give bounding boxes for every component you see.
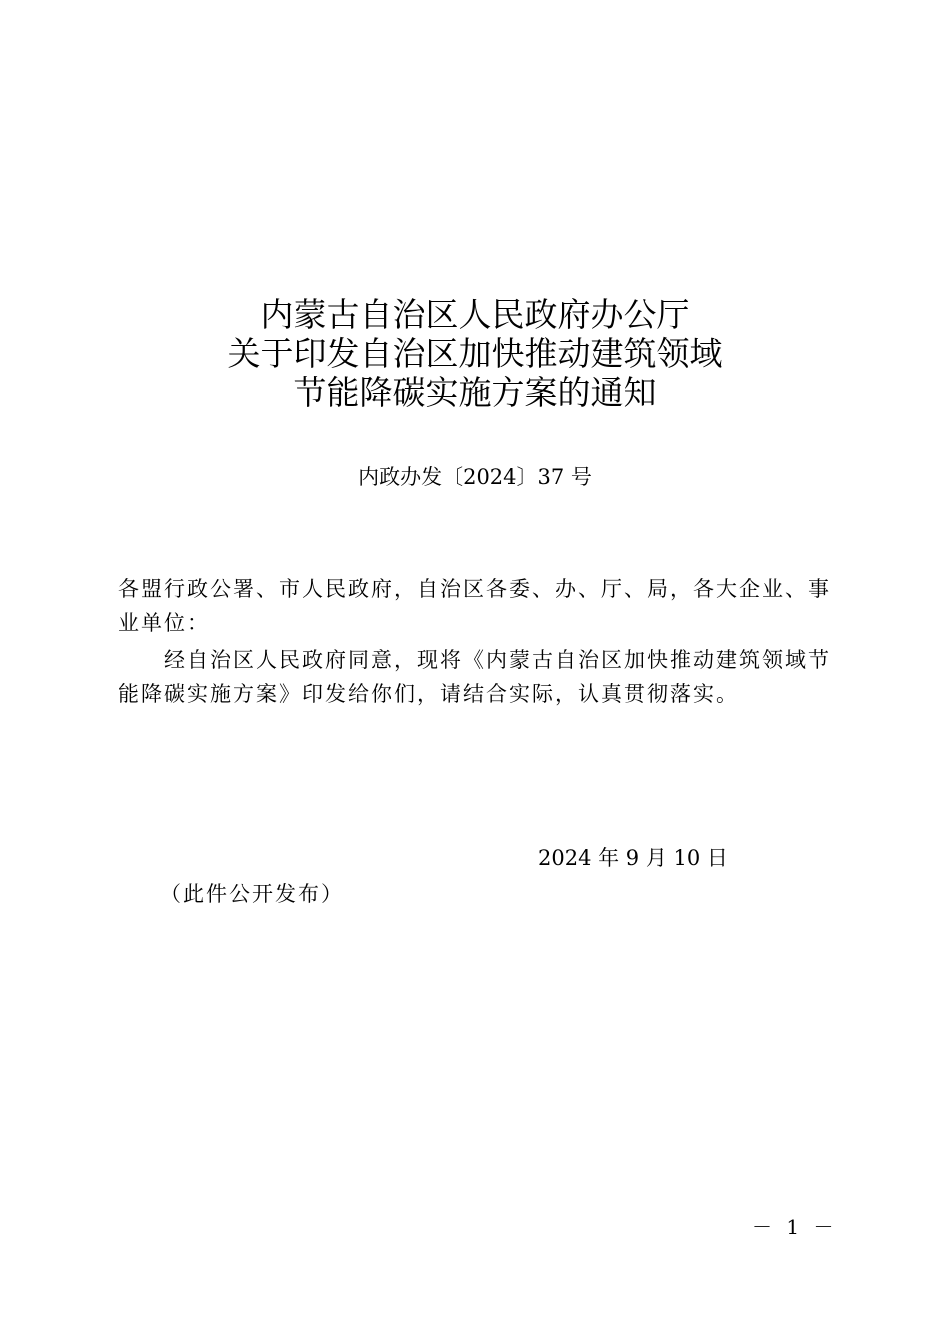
recipients-text: 各盟行政公署、市人民政府，自治区各委、办、厅、局，各大企业、事业单位： [118,577,831,635]
publication-note: （此件公开发布） [160,882,344,906]
page-number: － 1 － [752,1215,838,1239]
document-number: 内政办发〔2024〕37 号 [358,465,592,489]
title-line-2: 关于印发自治区加快推动建筑领域 [227,334,723,373]
title-line-1: 内蒙古自治区人民政府办公厅 [260,295,690,334]
title-line-3: 节能降碳实施方案的通知 [293,373,657,412]
document-title [0,295,950,412]
issue-date: 2024 年 9 月 10 日 [538,846,728,870]
notice-content: 经自治区人民政府同意，现将《内蒙古自治区加快推动建筑领域节能降碳实施方案》印发给你们，请结合实际，认真贯彻落实。 [118,648,831,706]
